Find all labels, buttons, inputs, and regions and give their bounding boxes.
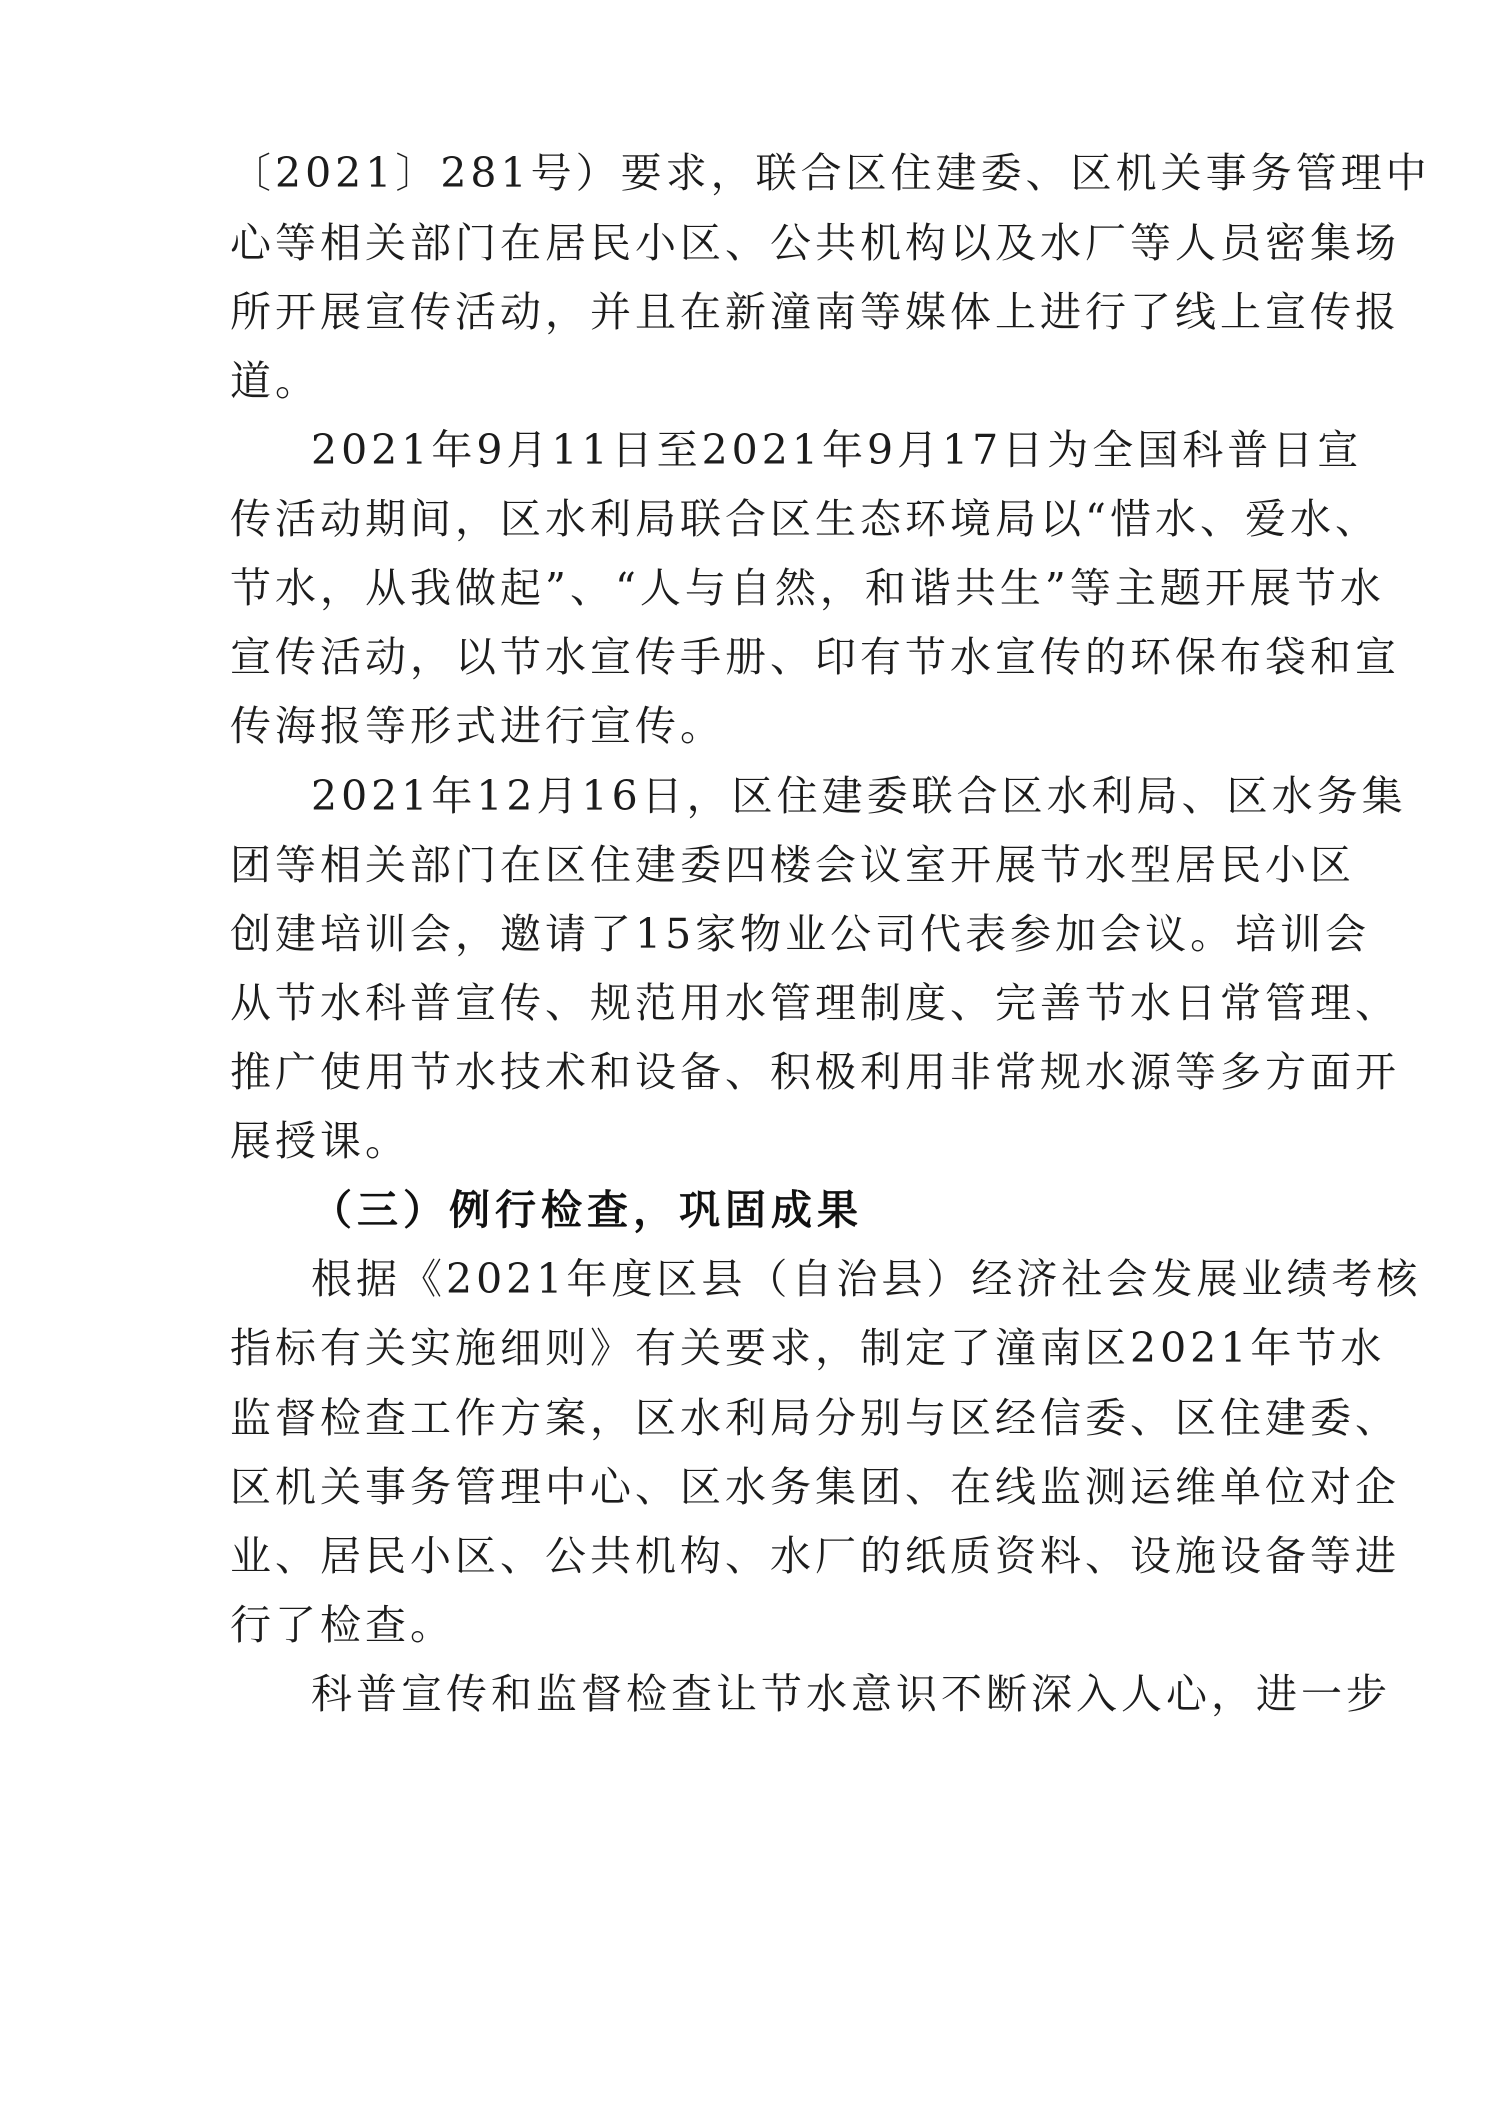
text-line: 根据《2021年度区县（自治县）经济社会发展业绩考核 xyxy=(311,1255,1422,1303)
text-line: 传活动期间，区水利局联合区生态环境局以“惜水、爱水、 xyxy=(230,495,1380,543)
text-line: 业、居民小区、公共机构、水厂的纸质资料、设施设备等进 xyxy=(230,1532,1400,1580)
text-line: 所开展宣传活动，并且在新潼南等媒体上进行了线上宣传报 xyxy=(230,288,1400,336)
text-line: 〔2021〕281号）要求，联合区住建委、区机关事务管理中 xyxy=(230,149,1431,197)
text-line: 2021年9月11日至2021年9月17日为全国科普日宣 xyxy=(311,426,1363,474)
text-line: 监督检查工作方案，区水利局分别与区经信委、区住建委、 xyxy=(230,1394,1400,1442)
text-line: 2021年12月16日，区住建委联合区水利局、区水务集 xyxy=(311,772,1407,820)
text-line: 宣传活动，以节水宣传手册、印有节水宣传的环保布袋和宣 xyxy=(230,633,1400,681)
text-line: 科普宣传和监督检查让节水意识不断深入人心，进一步 xyxy=(311,1670,1391,1718)
text-line: 行了检查。 xyxy=(230,1601,455,1649)
text-line: 道。 xyxy=(230,357,320,405)
text-line: 团等相关部门在区住建委四楼会议室开展节水型居民小区 xyxy=(230,841,1355,889)
section-heading: （三）例行检查，巩固成果 xyxy=(311,1186,863,1234)
text-line: 展授课。 xyxy=(230,1117,410,1165)
text-line: 推广使用节水技术和设备、积极利用非常规水源等多方面开 xyxy=(230,1048,1400,1096)
text-line: 指标有关实施细则》有关要求，制定了潼南区2021年节水 xyxy=(230,1324,1386,1372)
text-line: 区机关事务管理中心、区水务集团、在线监测运维单位对企 xyxy=(230,1463,1400,1511)
text-line: 节水，从我做起”、“人与自然，和谐共生”等主题开展节水 xyxy=(230,564,1385,612)
text-line: 传海报等形式进行宣传。 xyxy=(230,702,725,750)
text-line: 心等相关部门在居民小区、公共机构以及水厂等人员密集场 xyxy=(230,219,1400,267)
text-line: 创建培训会，邀请了15家物业公司代表参加会议。培训会 xyxy=(230,910,1371,958)
text-line: 从节水科普宣传、规范用水管理制度、完善节水日常管理、 xyxy=(230,979,1400,1027)
